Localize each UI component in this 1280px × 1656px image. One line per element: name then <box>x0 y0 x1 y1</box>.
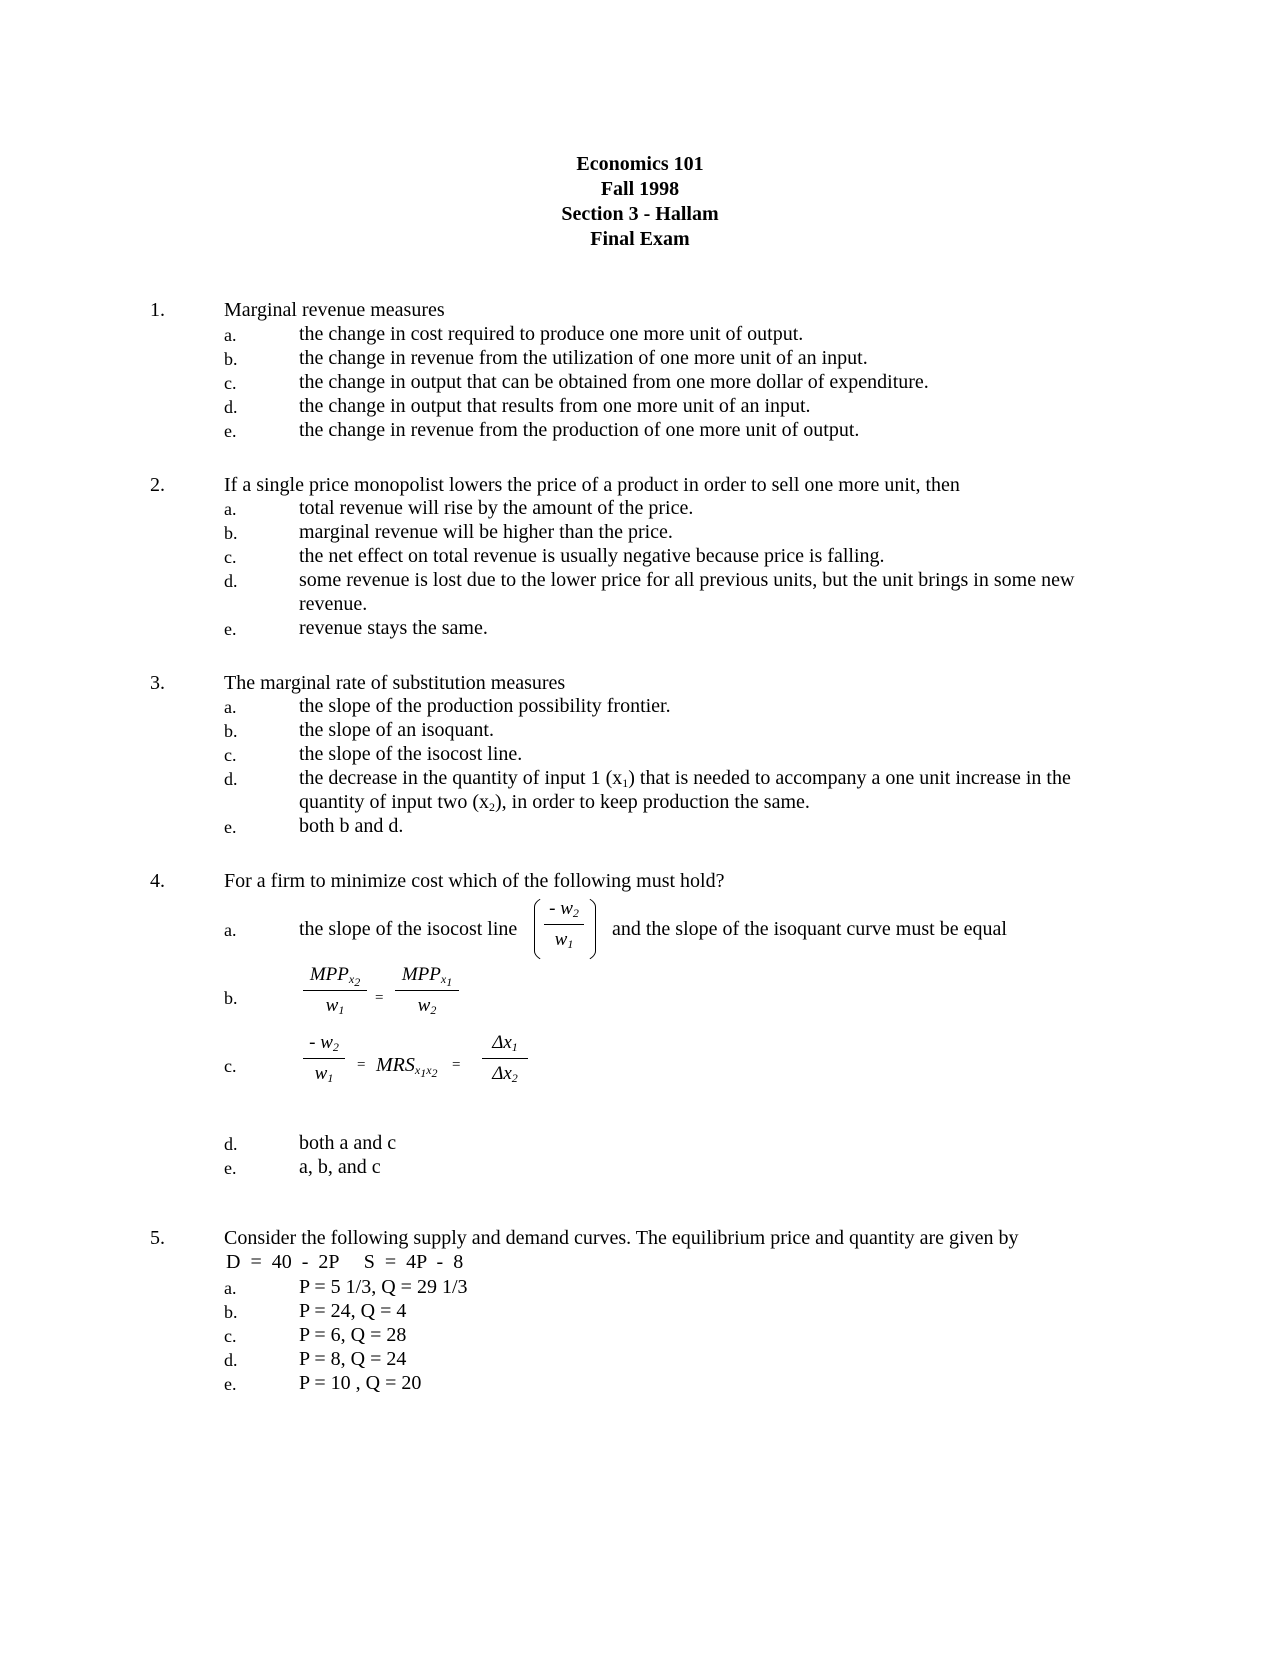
q1-d-text: the change in output that results from one more unit of an input. <box>299 395 811 417</box>
q3-e-text: both b and d. <box>299 815 404 837</box>
section: Section 3 - Hallam <box>561 203 719 225</box>
q1-e-letter: e. <box>224 421 237 441</box>
q2-b-letter: b. <box>224 523 238 543</box>
q5-c-letter: c. <box>224 1326 237 1346</box>
q3-number: 3. <box>150 672 165 694</box>
q5-b-text: P = 24, Q = 4 <box>299 1300 407 1322</box>
q5-e-letter: e. <box>224 1374 237 1394</box>
q4-c-right-fraction: $\Delta x_1$ $\Delta x_2$ <box>482 1030 528 1087</box>
q2-d-text: some revenue is lost due to the lower price for all previous units, but the unit brings in some new <box>299 569 1075 591</box>
q4-e-letter: e. <box>224 1158 237 1178</box>
q2-c-text: the net effect on total revenue is usually negative because price is falling. <box>299 545 885 567</box>
exam-title: Final Exam <box>590 228 690 250</box>
exam-header <box>0 152 1280 252</box>
q4-b-equals: = <box>375 990 384 1006</box>
q2-a-text: total revenue will rise by the amount of the price. <box>299 497 694 519</box>
q3-d-text: the decrease in the quantity of input 1 $(x_1)$ that is needed to accompany a one unit increase in the <box>299 767 1071 790</box>
q1-c-letter: c. <box>224 373 237 393</box>
q4-c-letter: c. <box>224 1056 237 1076</box>
q4-c-equals-2: = <box>452 1057 461 1073</box>
q4-c-mrs: $MRS_{x_1x_2}$ <box>376 1054 438 1080</box>
q4-d-letter: d. <box>224 1134 238 1154</box>
q5-e-text: P = 10 , Q = 20 <box>299 1372 422 1394</box>
q3-a-letter: a. <box>224 697 237 717</box>
q3-d-text-continued: quantity of input two $(x_2)$, in order to keep production the same. <box>299 791 810 814</box>
q4-number: 4. <box>150 870 165 892</box>
q4-b-right-fraction: $MPP_{x_1}$ $w_2$ <box>395 962 459 1019</box>
q1-e-text: the change in revenue from the production of one more unit of output. <box>299 419 860 441</box>
q3-e-letter: e. <box>224 817 237 837</box>
q5-c-text: P = 6, Q = 28 <box>299 1324 407 1346</box>
q5-d-text: P = 8, Q = 24 <box>299 1348 407 1370</box>
q4-e-text: a, b, and c <box>299 1156 381 1178</box>
q4-a-text-post: and the slope of the isoquant curve must be equal <box>612 918 1007 940</box>
q3-c-letter: c. <box>224 745 237 765</box>
q2-a-letter: a. <box>224 499 237 519</box>
q2-stem: If a single price monopolist lowers the price of a product in order to sell one more unit, then <box>224 474 960 496</box>
q4-a-fraction: - $w_2$ $w_1$ <box>544 896 584 953</box>
q3-d-letter: d. <box>224 769 238 789</box>
q4-stem: For a firm to minimize cost which of the following must hold? <box>224 870 725 892</box>
q4-a-letter: a. <box>224 920 237 940</box>
q2-d-letter: d. <box>224 571 238 591</box>
q4-c-left-fraction: - $w_2$ $w_1$ <box>303 1030 345 1087</box>
q4-b-letter: b. <box>224 988 238 1008</box>
q5-stem: Consider the following supply and demand curves. The equilibrium price and quantity are given by <box>224 1227 1019 1249</box>
q1-c-text: the change in output that can be obtained from one more dollar of expenditure. <box>299 371 929 393</box>
q1-a-text: the change in cost required to produce one more unit of output. <box>299 323 804 345</box>
q3-b-text: the slope of an isoquant. <box>299 719 494 741</box>
q2-b-text: marginal revenue will be higher than the price. <box>299 521 673 543</box>
q5-equations: D = 40 - 2P S = 4P - 8 <box>226 1251 464 1273</box>
q4-a-text-pre: the slope of the isocost line <box>299 918 518 940</box>
term: Fall 1998 <box>600 178 680 200</box>
q2-e-text: revenue stays the same. <box>299 617 488 639</box>
q5-b-letter: b. <box>224 1302 238 1322</box>
q1-b-text: the change in revenue from the utilization of one more unit of an input. <box>299 347 868 369</box>
q1-number: 1. <box>150 299 165 321</box>
q3-stem: The marginal rate of substitution measures <box>224 672 566 694</box>
q1-stem: Marginal revenue measures <box>224 299 445 321</box>
q5-a-text: P = 5 1/3, Q = 29 1/3 <box>299 1276 468 1298</box>
q3-a-text: the slope of the production possibility frontier. <box>299 695 671 717</box>
q3-c-text: the slope of the isocost line. <box>299 743 523 765</box>
q2-d-text-continued: revenue. <box>299 593 368 615</box>
q5-a-letter: a. <box>224 1278 237 1298</box>
q2-number: 2. <box>150 474 165 496</box>
q2-e-letter: e. <box>224 619 237 639</box>
q1-a-letter: a. <box>224 325 237 345</box>
q4-d-text: both a and c <box>299 1132 397 1154</box>
q1-d-letter: d. <box>224 397 238 417</box>
q3-b-letter: b. <box>224 721 238 741</box>
q5-d-letter: d. <box>224 1350 238 1370</box>
q4-c-equals-1: = <box>357 1057 366 1073</box>
q2-c-letter: c. <box>224 547 237 567</box>
q4-b-left-fraction: $MPP_{x_2}$ $w_1$ <box>303 962 367 1019</box>
course-title: Economics 101 <box>576 153 704 175</box>
q5-number: 5. <box>150 1227 165 1249</box>
q1-b-letter: b. <box>224 349 238 369</box>
